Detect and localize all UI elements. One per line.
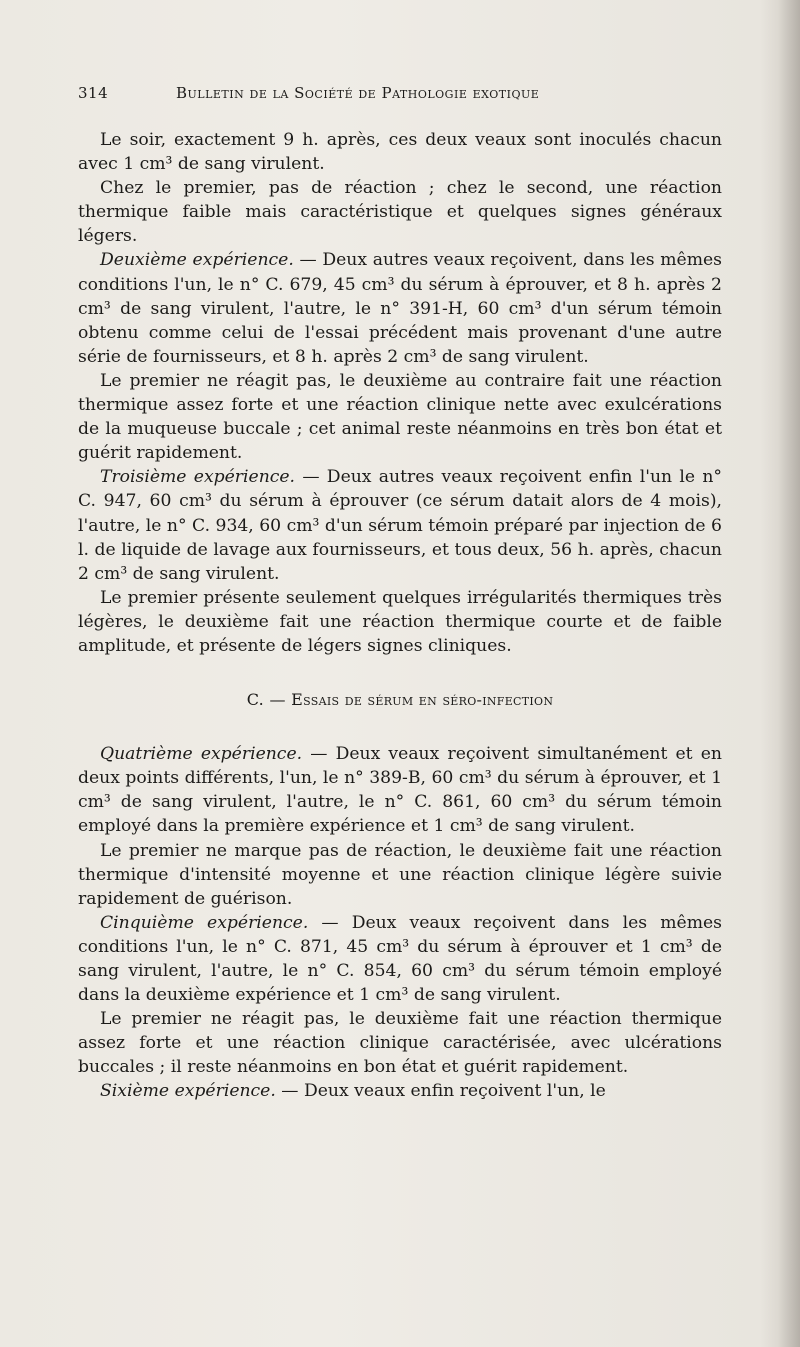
experiment-paragraph xyxy=(78,1079,722,1103)
section-heading: C. — Essais de sérum en séro-infection xyxy=(246,690,554,710)
paragraph: Le premier ne réagit pas, le deuxième fait une réaction thermique assez forte et une réaction clinique caractérisée, avec ulcérations buccales ; il reste néanmoins en bon état et guérit rapidement. xyxy=(78,1009,722,1078)
experiment-label: Deuxième expérience. xyxy=(100,250,294,271)
page-number: 314 xyxy=(78,84,109,102)
experiment-paragraph xyxy=(78,465,722,585)
paragraph: Le soir, exactement 9 h. après, ces deux veaux sont inoculés chacun avec 1 cm³ de sang virulent. xyxy=(78,130,722,175)
experiment-label: Quatrième expérience. xyxy=(100,744,303,765)
running-title: Bulletin de la Société de Pathologie exotique xyxy=(176,84,540,102)
experiment-text: — Deux veaux reçoivent dans les mêmes conditions l'un, le n° C. 871, 45 cm³ du sérum à éprouver et 1 cm³ de sang virulent, l'autre, le n° C. 854, 60 cm³ du sérum témoin employé dans la deuxième expérience et 1 cm³ de sang virulent. xyxy=(78,912,722,1006)
experiment-label: Cinquième expérience. xyxy=(100,912,309,933)
experiment-paragraph xyxy=(78,742,722,838)
page-body xyxy=(78,128,722,1104)
experiment-paragraph xyxy=(78,248,722,368)
experiment-text: — Deux autres veaux reçoivent, dans les mêmes conditions l'un, le n° C. 679, 45 cm³ du sérum à éprouver, et 8 h. après 2 cm³ de sang virulent, l'autre, le n° 391-H, 60 cm³ d'un sérum témoin obtenu comme celui de l'essai précédent mais provenant d'une autre série de fournisseurs, et 8 h. après 2 cm³ de sang virulent. xyxy=(78,250,723,367)
paragraph: Le premier ne réagit pas, le deuxième au contraire fait une réaction thermique assez forte et une réaction clinique nette avec exulcérations de la muqueuse buccale ; cet animal reste néanmoins en très bon état et guérit rapidement. xyxy=(78,370,722,464)
experiment-text: — Deux veaux enfin reçoivent l'un, le xyxy=(275,1081,606,1102)
paragraph: Chez le premier, pas de réaction ; chez le second, une réaction thermique faible mais caractéristique et quelques signes généraux légers. xyxy=(78,178,722,247)
experiment-label: Sixième expérience. xyxy=(100,1081,276,1102)
experiment-label: Troisième expérience. xyxy=(100,467,296,488)
experiment-text: — Deux autres veaux reçoivent enfin l'un le n° C. 947, 60 cm³ du sérum à éprouver (ce sérum datait alors de 4 mois), l'autre, le n° C. 934, 60 cm³ d'un sérum témoin préparé par injection de 6 l. de liquide de lavage aux fournisseurs, et tous deux, 56 h. après, chacun 2 cm³ de sang virulent. xyxy=(78,467,722,584)
experiment-paragraph xyxy=(78,911,722,1007)
experiment-text: — Deux veaux reçoivent simultanément et en deux points différents, l'un, le n° 389-B, 60 cm³ du sérum à éprouver, et 1 cm³ de sang virulent, l'autre, le n° C. 861, 60 cm³ du sérum témoin employé dans la première expérience et 1 cm³ de sang virulent. xyxy=(78,744,722,837)
paragraph: Le premier présente seulement quelques irrégularités thermiques très légères, le deuxième fait une réaction thermique courte et de faible amplitude, et présente de légers signes cliniques. xyxy=(78,587,722,656)
paragraph: Le premier ne marque pas de réaction, le deuxième fait une réaction thermique d'intensité moyenne et une réaction clinique légère suivie rapidement de guérison. xyxy=(78,840,722,909)
page-gutter-shadow xyxy=(778,0,800,1347)
